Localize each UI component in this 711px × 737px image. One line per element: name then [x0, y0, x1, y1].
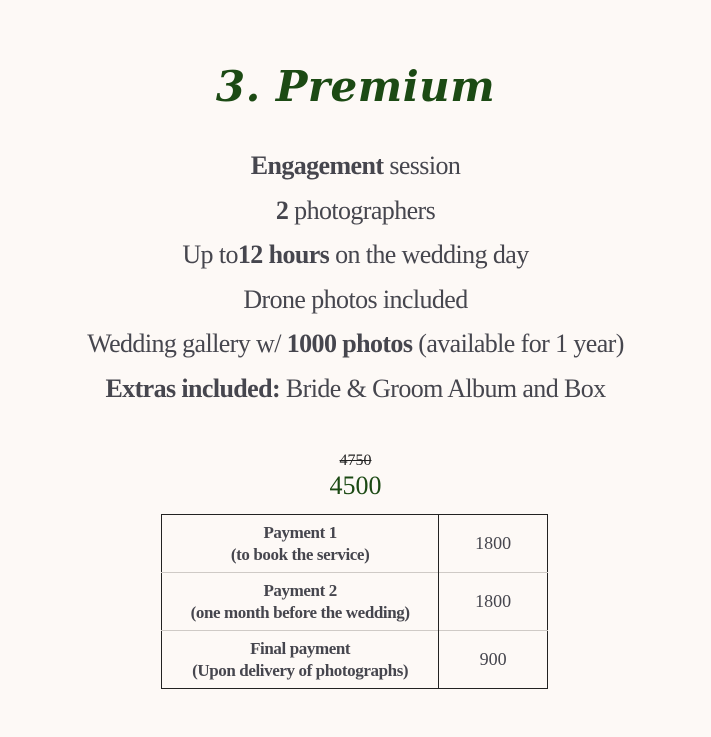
feature-prefix: Wedding gallery w/: [87, 329, 287, 359]
payment-label-cell: [162, 573, 439, 631]
payment-note: (to book the service): [230, 544, 370, 564]
payment-label-cell: [162, 515, 439, 573]
payment-label-cell: [162, 631, 439, 689]
feature-text: Drone photos included: [243, 284, 468, 314]
feature-text: on the wedding day: [329, 240, 529, 270]
feature-text: (available for 1 year): [412, 329, 624, 359]
feature-text: session: [383, 151, 461, 180]
payment-amount: 1800: [439, 573, 548, 631]
feature-bold: Extras included:: [105, 373, 281, 403]
package-title: 3. Premium: [215, 62, 496, 111]
payment-note: (Upon delivery of photographs): [192, 660, 409, 680]
payment-title: Final payment: [250, 638, 351, 658]
payment-title: Payment 2: [263, 580, 337, 600]
feature-gallery: [0, 325, 711, 370]
table-row: [162, 631, 548, 689]
current-price: 4500: [329, 471, 382, 500]
feature-photographers: [0, 192, 711, 237]
feature-hours: [0, 236, 711, 281]
payment-amount: 1800: [475, 533, 512, 553]
feature-engagement: [0, 147, 711, 192]
feature-list: [0, 147, 711, 415]
feature-prefix: Up to: [182, 240, 238, 270]
payment-schedule-table: [161, 514, 548, 689]
payment-note: (one month before the wedding): [190, 602, 410, 622]
feature-bold: 12 hours: [237, 240, 330, 270]
feature-drone: [0, 281, 711, 326]
feature-text: photographers: [288, 195, 436, 225]
feature-bold: 2: [275, 195, 289, 225]
table-row: [162, 515, 548, 573]
payment-title: Payment 1: [263, 522, 337, 542]
feature-extras: [0, 370, 711, 415]
feature-bold: Engagement: [250, 151, 384, 180]
table-row: [162, 573, 548, 631]
feature-text: Bride & Groom Album and Box: [280, 373, 606, 403]
feature-bold: 1000 photos: [286, 329, 413, 359]
payment-amount: 900: [439, 631, 548, 689]
original-price: 4750: [339, 452, 372, 469]
